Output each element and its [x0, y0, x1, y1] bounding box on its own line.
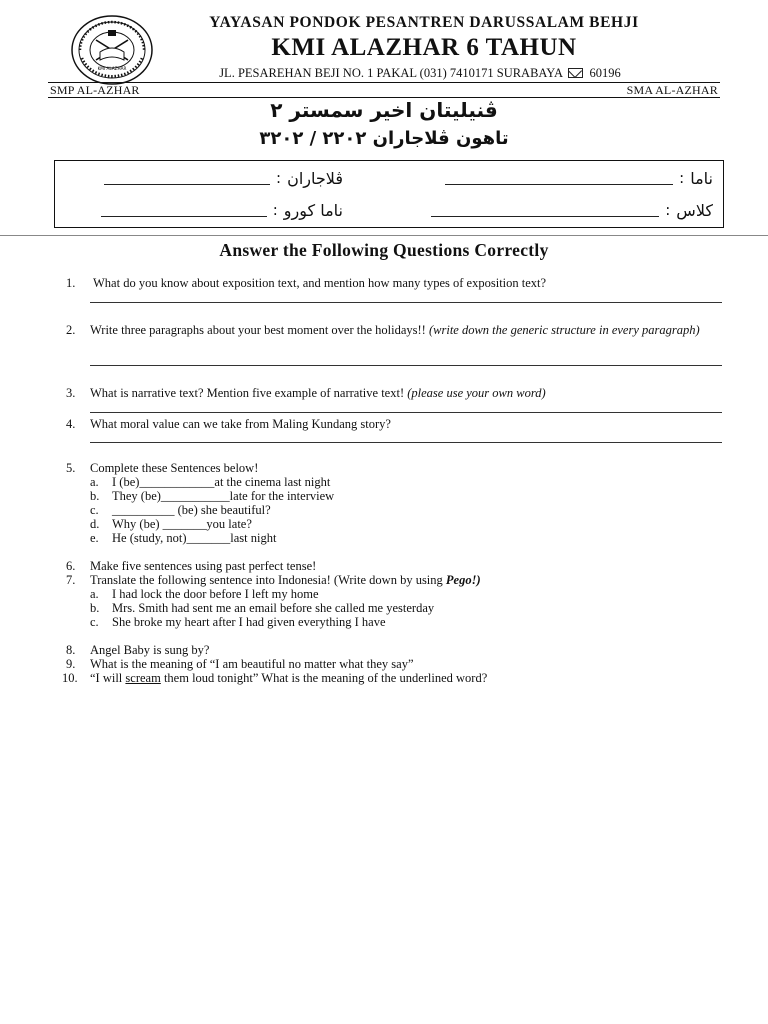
student-identity-box [54, 160, 724, 228]
q5-item-a[interactable]: a. I (be)____________at the cinema last night [90, 475, 331, 489]
subject-line[interactable] [104, 171, 270, 185]
underlined-word: scream [125, 671, 161, 685]
academic-year: تاهون ڤلاجاران ٢٢٠٢ / ٣٢٠٢ [259, 128, 509, 149]
foundation-name: YAYASAN PONDOK PESANTREN DARUSSALAM BEHJI [209, 14, 639, 31]
header-rule-top [48, 82, 720, 83]
subject-field[interactable]: ڤلاجاران : [104, 165, 343, 191]
unit-smp: SMP AL-AZHAR [50, 83, 140, 97]
answer-line-1[interactable] [90, 302, 722, 303]
mail-icon [568, 68, 583, 78]
answer-line-3[interactable] [90, 412, 722, 413]
answer-line-2[interactable] [90, 365, 722, 366]
q7-item-b: b. Mrs. Smith had sent me an email before she called me yesterday [90, 601, 435, 615]
teacher-field[interactable]: ناما كورو : [101, 197, 343, 223]
instructions-heading: Answer the Following Questions Correctly [219, 240, 549, 260]
q5-item-e[interactable]: e. He (study, not)_______last night [90, 531, 277, 545]
name-label: ناما [690, 168, 713, 188]
q5-item-d[interactable]: d. Why (be) _______you late? [90, 517, 252, 531]
class-field[interactable]: كلاس : [431, 197, 713, 223]
school-name: KMI ALAZHAR 6 TAHUN [271, 34, 577, 61]
q7-item-a: a. I had lock the door before I left my home [90, 587, 319, 601]
q5-item-b[interactable]: b. They (be)___________late for the interview [90, 489, 335, 503]
name-field[interactable]: ناما : [445, 165, 713, 191]
class-line[interactable] [431, 203, 659, 217]
exam-title: ڤنيليتان اخير سمستر ٢ [270, 98, 498, 122]
class-label: كلاس [676, 200, 713, 220]
subject-label: ڤلاجاران [287, 168, 343, 188]
q7-item-c: c. She broke my heart after I had given everything I have [90, 615, 386, 629]
letterhead [0, 0, 768, 98]
school-address [170, 66, 670, 81]
answer-line-4[interactable] [90, 442, 722, 443]
school-logo-icon [70, 14, 154, 86]
q5-item-c[interactable]: c. __________ (be) she beautiful? [90, 503, 271, 517]
unit-sma: SMA AL-AZHAR [626, 83, 718, 97]
name-line[interactable] [445, 171, 673, 185]
postal-code: 60196 [589, 66, 621, 80]
teacher-label: ناما كورو [283, 200, 343, 220]
section-divider [0, 235, 768, 236]
svg-text:KMI ALAZHAR: KMI ALAZHAR [97, 66, 127, 71]
address-text: JL. PESAREHAN BEJI NO. 1 PAKAL (031) 7410171 SURABAYA [219, 66, 563, 80]
teacher-line[interactable] [101, 203, 267, 217]
